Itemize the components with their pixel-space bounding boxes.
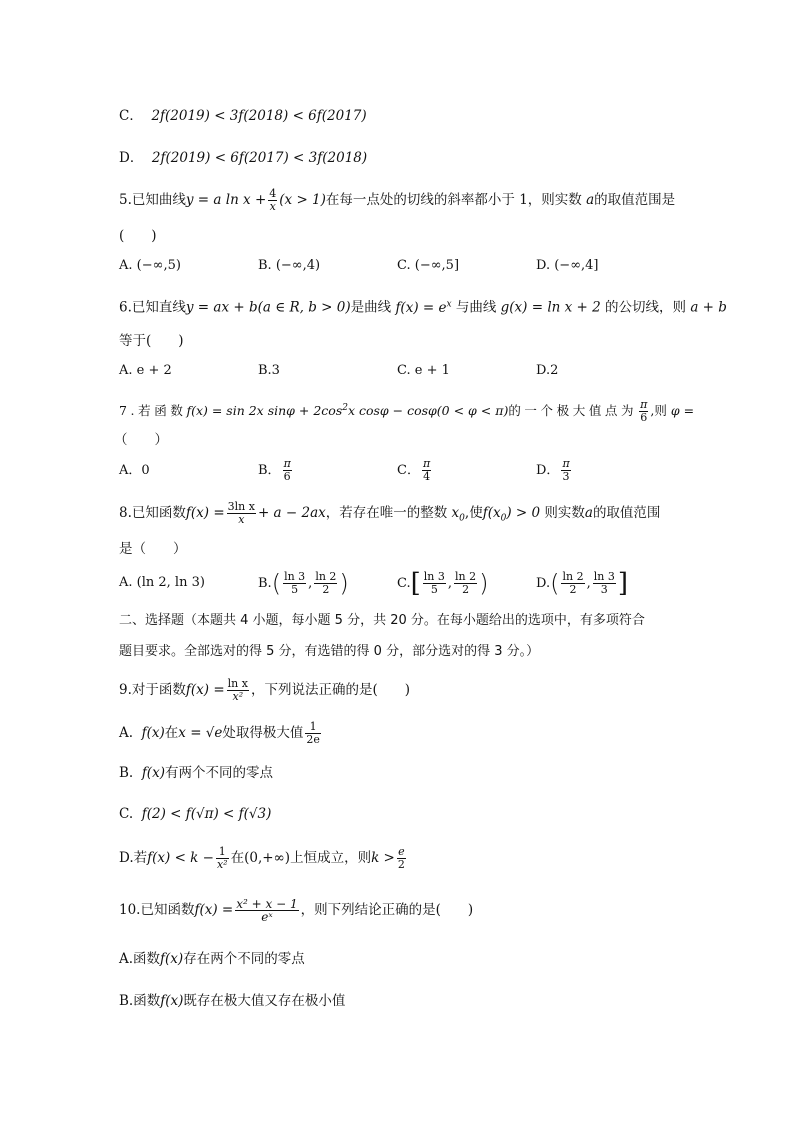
q7-phi: φ = — [670, 403, 695, 419]
q7-option-c: C． $\frac{\pi}{4}$ — [397, 457, 431, 483]
q4-option-d-label: D． — [119, 150, 144, 166]
q9-option-c: C. f(2) < f(√π) < f(√3) — [119, 806, 272, 822]
q5-option-a: A. (−∞,5) — [119, 258, 181, 273]
q5-domain: (x > 1) — [279, 192, 326, 208]
q7-fraction: $\frac{\pi}{6}$ — [640, 398, 648, 425]
q6-line2: 等于( ) — [119, 333, 184, 349]
q4-option-d — [119, 148, 367, 168]
q7-option-b: B． $\frac{\pi}{6}$ — [258, 457, 291, 483]
q4-option-c-label: C． — [119, 108, 143, 124]
q6-mid3: 的公切线，则 — [605, 299, 687, 316]
q8-prefix: 8.已知函数 — [119, 505, 186, 521]
q6-stem — [119, 294, 727, 318]
q7-option-a: A．0 — [119, 463, 150, 478]
q9-option-a: A. f(x)在x = √e处取得极大值 $\frac{1}{2e}$ — [119, 720, 320, 746]
q7-line2: （ ） — [114, 432, 168, 448]
q8-option-a: A. (ln 2, ln 3) — [119, 575, 205, 590]
q5-curve-expr: y = a ln x + — [185, 192, 267, 208]
q9-stem: 9.对于函数f(x) = $\frac{\text{ln x}}{\text{x²}}$ ，下列说法正确的是( ) — [119, 677, 410, 703]
q6-line-expr: y = ax + b(a ∈ R, b > 0) — [185, 299, 351, 316]
q9-option-d: D.若f(x) < k − $\frac{1}{\text{x²}}$ 在(0,+∞)上恒成立，则k > $\frac{e}{2}$ — [119, 845, 405, 871]
q5-stem — [119, 188, 675, 213]
q8-option-c: C.[ $\frac{\ln 3}{5}$ , $\frac{\ln 2}{2}$ ) — [397, 568, 489, 599]
q7-prefix: 7.若函数 — [119, 403, 187, 419]
section2-heading-line1: 二、选择题（本题共 4 小题，每小题 5 分，共 20 分。在每小题给出的选项中，有多项符合 — [119, 613, 645, 628]
q9-fraction: $\frac{\text{ln x}}{\text{x²}}$ — [227, 677, 248, 703]
q5-fraction: $\frac{4}{x}$ — [269, 187, 277, 213]
q6-option-a: A. e + 2 — [119, 363, 172, 378]
q4-option-c-expr: 2f(2019) < 3f(2018) < 6f(2017) — [151, 108, 367, 124]
q8-line2: 是（ ） — [119, 541, 187, 557]
q6-mid1: 是曲线 — [350, 299, 392, 316]
q7-f-expr: f(x) = sin 2x $\sin\varphi + 2\cos^2x$ cosφ − cosφ(0 < φ < π) — [186, 403, 509, 419]
q4-option-c — [119, 106, 367, 126]
q10-fraction: $\frac{\text{x² + x − 1}}{\text{eˣ}}$ — [236, 897, 298, 924]
q8-option-d: D.( $\frac{\ln 2}{2}$ , $\frac{\ln 3}{3}$ ] — [536, 568, 628, 599]
q5-param-a: a — [586, 192, 595, 208]
q5-prefix: 5.已知曲线 — [119, 192, 186, 208]
q7-stem — [119, 398, 694, 424]
q8-fraction: $\frac{\text{3ln x}}{x}$ — [227, 500, 255, 526]
q5-option-d: D. (−∞,4] — [536, 258, 599, 273]
q6-option-d: D.2 — [536, 363, 559, 378]
q8-condition: $f(x_0) > 0$ — [482, 505, 541, 524]
q5-suffix: 的取值范围是 — [594, 192, 676, 208]
q10-option-a: A.函数f(x)存在两个不同的零点 — [119, 951, 305, 967]
q6-option-b: B.3 — [258, 363, 280, 378]
q9-option-b: B. f(x)有两个不同的零点 — [119, 765, 273, 781]
q6-g-expr: g(x) = ln x + 2 — [500, 299, 601, 316]
q7-mid: 的一个极大值点为 — [508, 403, 638, 419]
q6-sum-expr: a + b — [690, 299, 727, 316]
q7-suffix: ,则 — [650, 403, 667, 419]
q8-option-b: B.( $\frac{\ln 3}{5}$ , $\frac{\ln 2}{2}$ ) — [258, 569, 349, 598]
q7-option-d: D． $\frac{\pi}{3}$ — [536, 457, 570, 483]
q5-option-b: B. (−∞,4) — [258, 258, 321, 273]
q6-f-expr: $f(x) = e^x$ — [395, 299, 452, 316]
q10-stem: 10.已知函数f(x) = $\frac{\text{x² + x − 1}}{\text{eˣ}}$ ，则下列结论正确的是( ) — [119, 897, 474, 924]
q5-option-c: C. (−∞,5] — [397, 258, 460, 273]
q8-stem: 8.已知函数f(x) = $\frac{\text{3ln x}}{x}$ + a − 2ax，若存在唯一的整数 $x_0$,使$f(x_0) > 0$ 则实数a的取值范围 — [119, 500, 661, 526]
q8-x0: $x_0$ — [451, 505, 465, 524]
q6-prefix: 6.已知直线 — [119, 299, 186, 316]
section2-heading-line2: 题目要求。全部选对的得 5 分，有选错的得 0 分，部分选对的得 3 分。） — [119, 644, 540, 659]
q5-blank: ( ) — [119, 228, 157, 244]
q4-option-d-expr: 2f(2019) < 6f(2017) < 3f(2018) — [151, 150, 368, 166]
q5-mid-text: 在每一点处的切线的斜率都小于 1，则实数 — [325, 192, 582, 208]
q10-option-b: B.函数f(x)既存在极大值又存在极小值 — [119, 993, 346, 1009]
q6-option-c: C. e + 1 — [397, 363, 450, 378]
q6-mid2: 与曲线 — [455, 299, 497, 316]
